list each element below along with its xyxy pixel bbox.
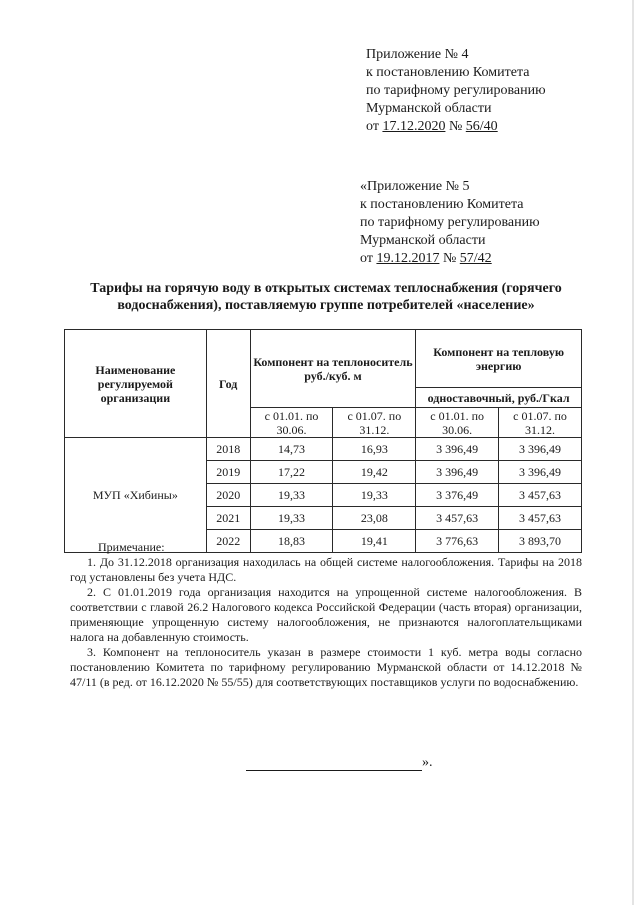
year-cell: 2022	[206, 530, 250, 553]
appendix-previous-header	[360, 178, 540, 268]
energy-h2-cell: 3 457,63	[499, 507, 582, 530]
appendix-line: к постановлению Комитета	[366, 65, 530, 80]
table-row	[65, 438, 582, 461]
year-cell: 2019	[206, 461, 250, 484]
appendix-title: Приложение № 4	[366, 47, 469, 62]
energy-h2-cell: 3 893,70	[499, 530, 582, 553]
year-cell: 2021	[206, 507, 250, 530]
appendix-line: по тарифному регулированию	[366, 83, 546, 98]
carrier-h2-cell: 23,08	[333, 507, 416, 530]
energy-h2-cell: 3 396,49	[499, 438, 582, 461]
energy-h2-cell: 3 396,49	[499, 461, 582, 484]
appendix-date-line	[360, 250, 540, 268]
date-prefix: от	[366, 119, 383, 134]
header-organization: Наименование регулируемой организации	[65, 330, 207, 438]
closing-line	[246, 755, 433, 771]
appendix-date: 19.12.2017	[376, 251, 440, 266]
appendix-current-header	[366, 46, 546, 136]
note-item: 2. С 01.01.2019 года организация находится на упрощенной системе налогообложения. В соответствии с главой 26.2 Налогового кодекса Российской Федерации (часть вторая) организации, применяющие упрощенную систему налогообложения, не признаются налогоплательщиками налога на добавленную стоимость.	[70, 585, 582, 644]
appendix-date: 17.12.2020	[382, 119, 446, 134]
year-cell: 2020	[206, 484, 250, 507]
closing-quote: ».	[422, 755, 433, 770]
appendix-number: 56/40	[465, 119, 498, 134]
appendix-date-line	[366, 118, 546, 136]
organization-cell: МУП «Хибины»	[65, 438, 207, 553]
header-year: Год	[206, 330, 250, 438]
header-energy-rate: одноставочный, руб./Гкал	[416, 388, 582, 408]
header-carrier-component: Компонент на теплоноситель руб./куб. м	[250, 330, 416, 408]
notes-heading: Примечание:	[98, 540, 165, 554]
header-carrier-h1: с 01.01. по 30.06.	[250, 408, 333, 438]
carrier-h1-cell: 14,73	[250, 438, 333, 461]
notes-section	[70, 540, 582, 690]
energy-h2-cell: 3 457,63	[499, 484, 582, 507]
carrier-h1-cell: 19,33	[250, 507, 333, 530]
carrier-h1-cell: 18,83	[250, 530, 333, 553]
energy-h1-cell: 3 396,49	[416, 461, 499, 484]
carrier-h2-cell: 19,41	[333, 530, 416, 553]
note-item: 3. Компонент на теплоноситель указан в размере стоимости 1 куб. метра воды согласно постановлению Комитета по тарифному регулированию Мурманской области от 14.12.2018 № 47/11 (в ред. от 16.12.2020 № 55/55) для соответствующих поставщиков услуги по водоснабжению.	[70, 645, 582, 689]
document-title: Тарифы на горячую воду в открытых системах теплоснабжения (горячего водоснабжения), поставляемую группе потребителей «население»	[90, 281, 562, 313]
header-energy-h1: с 01.01. по 30.06.	[416, 408, 499, 438]
page-edge-shadow	[632, 0, 634, 905]
appendix-line: по тарифному регулированию	[360, 215, 540, 230]
appendix-number: 57/42	[459, 251, 492, 266]
carrier-h1-cell: 19,33	[250, 484, 333, 507]
appendix-line: Мурманской области	[366, 101, 492, 116]
header-energy-component: Компонент на тепловую энергию	[416, 330, 582, 388]
note-item: 1. До 31.12.2018 организация находилась на общей системе налогообложения. Тарифы на 2018 год установлены без учета НДС.	[70, 555, 582, 584]
header-carrier-h2: с 01.07. по 31.12.	[333, 408, 416, 438]
year-cell: 2018	[206, 438, 250, 461]
carrier-h2-cell: 19,42	[333, 461, 416, 484]
energy-h1-cell: 3 396,49	[416, 438, 499, 461]
appendix-title: «Приложение № 5	[360, 179, 470, 194]
appendix-line: к постановлению Комитета	[360, 197, 524, 212]
energy-h1-cell: 3 457,63	[416, 507, 499, 530]
appendix-line: Мурманской области	[360, 233, 486, 248]
carrier-h2-cell: 19,33	[333, 484, 416, 507]
number-prefix: №	[439, 251, 460, 266]
number-prefix: №	[445, 119, 466, 134]
carrier-h1-cell: 17,22	[250, 461, 333, 484]
signature-rule	[246, 756, 422, 771]
tariff-table	[64, 329, 582, 553]
header-energy-h2: с 01.07. по 31.12.	[499, 408, 582, 438]
energy-h1-cell: 3 376,49	[416, 484, 499, 507]
energy-h1-cell: 3 776,63	[416, 530, 499, 553]
date-prefix: от	[360, 251, 377, 266]
carrier-h2-cell: 16,93	[333, 438, 416, 461]
